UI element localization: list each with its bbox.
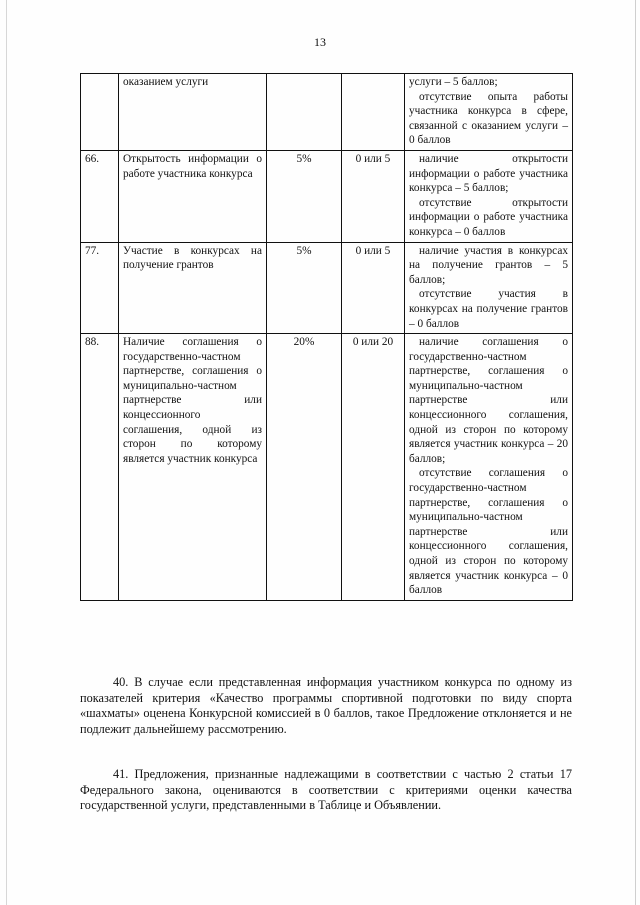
criteria-table [80,73,573,601]
criterion-name: Открытость информации о работе участника конкурса [119,150,267,242]
criterion-weight: 20% [267,334,342,601]
criterion-weight: 5% [267,242,342,334]
paragraph-41 [80,767,572,814]
criterion-points: 0 или 5 [342,242,405,334]
table-row [81,74,573,151]
page-edge-right [635,0,636,905]
paragraph-text: 41. Предложения, признанные надлежащими в соответствии с частью 2 статьи 17 Федерального закона, оцениваются в соответствии с критериями оценки качества государственной услуги, представленными в Таблице и Объявлении. [80,767,572,813]
scale-item: наличие участия в конкурсах на получение грантов – 5 баллов; [409,244,568,286]
paragraph-text: 40. В случае если представленная информация участником конкурса по одному из показателей критерия «Качество программы спортивной подготовки по виду спорта «шахматы» оценена Конкурсной комиссией в 0 баллов, такое Предложение отклоняется и не подлежит дальнейшему рассмотрению. [80,675,572,737]
row-number: 88. [81,334,119,601]
scale-item: услуги – 5 баллов; [409,76,498,88]
scale-item: отсутствие соглашения о государственно-частном партнерстве, соглашения о муниципально-частном партнерстве или концессионного соглашения, одной из сторон по которому является участник конкурса – 0 баллов [409,467,568,597]
table-row [81,334,573,601]
criterion-scale [405,242,573,334]
row-number [81,74,119,151]
row-number: 77. [81,242,119,334]
criterion-name: Наличие соглашения о государственно-частном партнерстве, соглашения о муниципально-частном партнерстве или концессионного соглашения, одной из сторон по которому является участник конкурса [119,334,267,601]
table-row [81,242,573,334]
criterion-name: оказанием услуги [119,74,267,151]
table-row [81,150,573,242]
criterion-scale [405,74,573,151]
scale-item: наличие соглашения о государственно-частном партнерстве, соглашения о муниципально-частном партнерстве или концессионного соглашения, одной из сторон по которому является участник конкурса – 20 баллов; [409,336,568,465]
criterion-points: 0 или 20 [342,334,405,601]
criterion-weight [267,74,342,151]
row-number: 66. [81,150,119,242]
criterion-points: 0 или 5 [342,150,405,242]
criterion-name: Участие в конкурсах на получение грантов [119,242,267,334]
page-edge-left [6,0,7,905]
scale-item: отсутствие участия в конкурсах на получение грантов – 0 баллов [409,288,568,330]
criterion-scale [405,334,573,601]
criterion-scale [405,150,573,242]
criterion-points [342,74,405,151]
scale-item: отсутствие опыта работы участника конкурса в сфере, связанной с оказанием услуги – 0 баллов [409,90,568,147]
scale-item: наличие открытости информации о работе участника конкурса – 5 баллов; [409,152,568,195]
page-number: 13 [314,35,326,49]
criterion-weight: 5% [267,150,342,242]
paragraph-40 [80,675,572,738]
scale-item: отсутствие открытости информации о работе участника конкурса – 0 баллов [409,196,568,238]
